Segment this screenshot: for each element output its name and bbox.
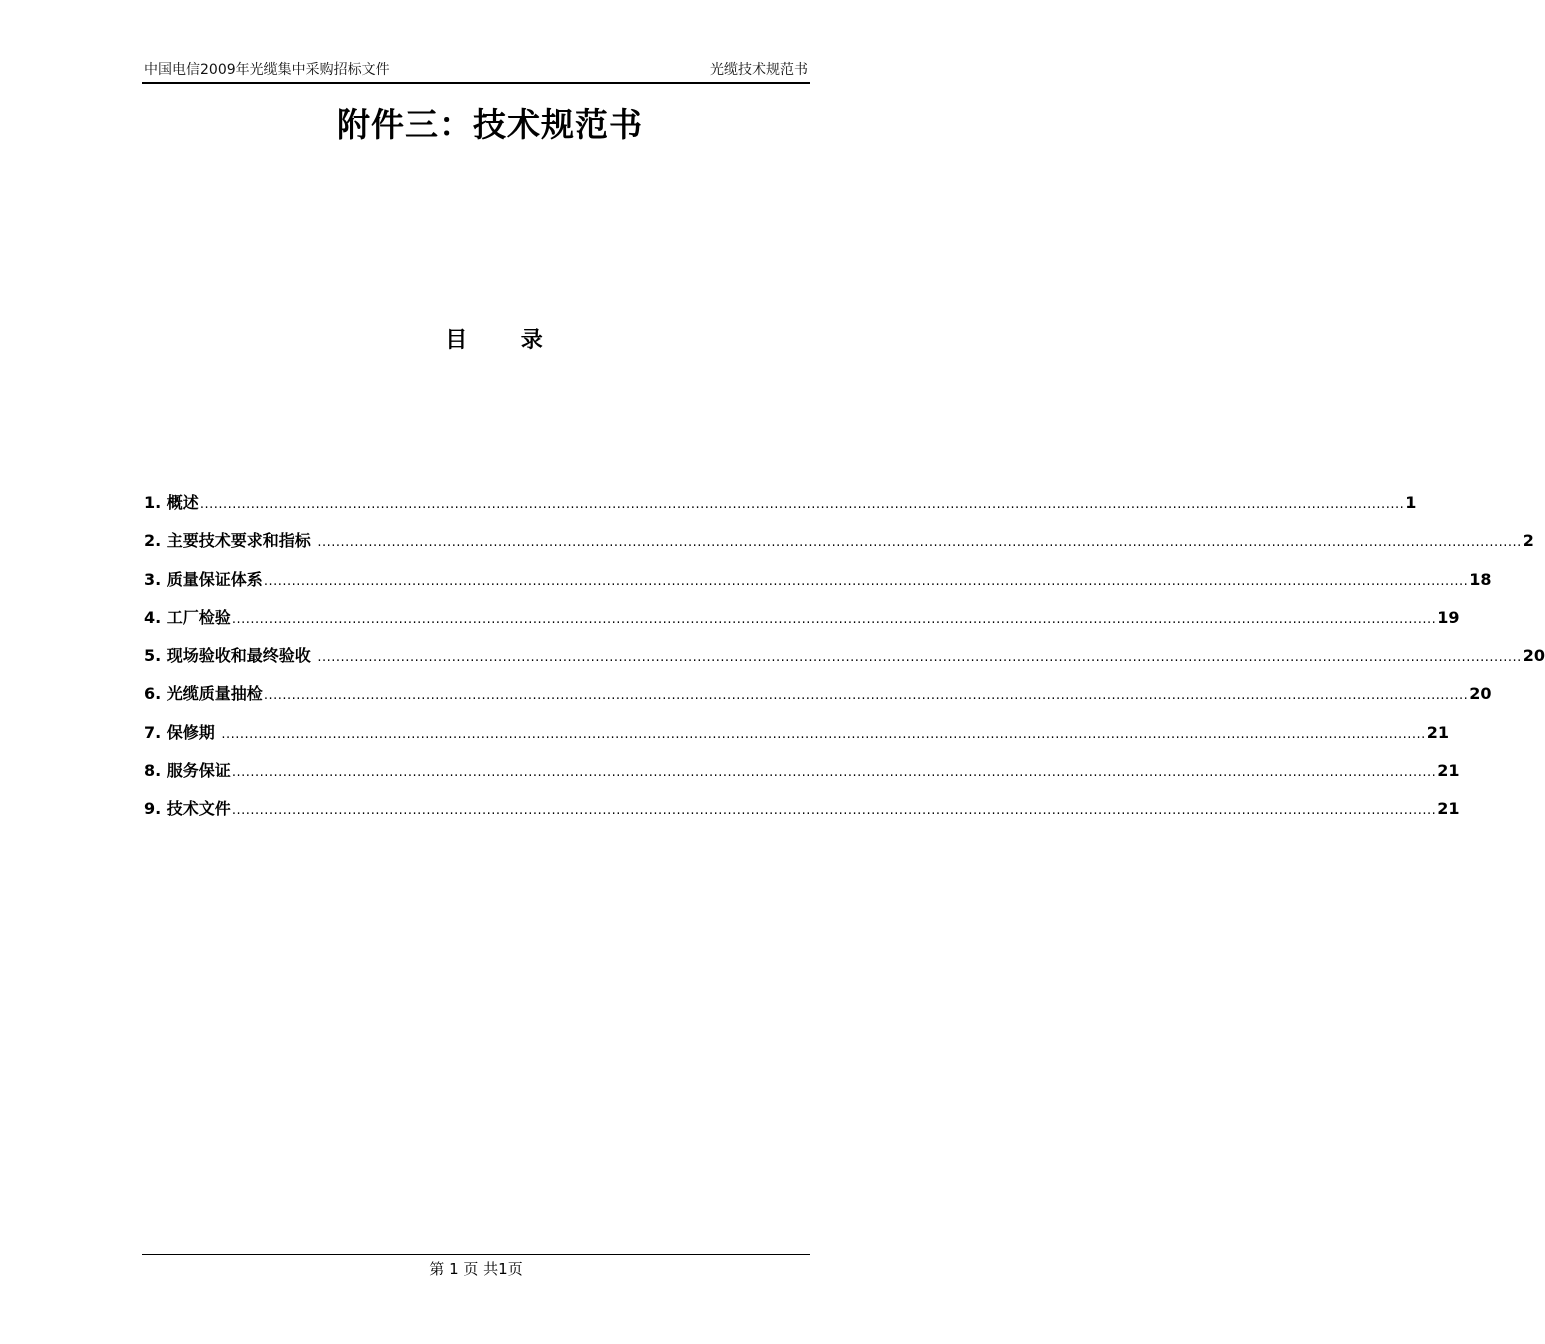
- footer-divider: [142, 1254, 810, 1255]
- page-number-footer: 第 1 页 共1页: [429, 1260, 523, 1278]
- toc-leader-dots: ....................................................................................................................................................................................................................................................................: [317, 650, 1522, 666]
- header-section-name: 光缆技术规范书: [710, 62, 808, 78]
- toc-entry-number: 4.: [144, 607, 162, 627]
- toc-entry-title: 服务保证: [166, 761, 231, 781]
- header-document-name: 中国电信2009年光缆集中采购招标文件: [144, 62, 390, 78]
- toc-entry-number: 2.: [144, 531, 162, 551]
- toc-entry-page: 20: [1522, 646, 1545, 666]
- toc-entry-title: 质量保证体系: [166, 569, 263, 589]
- toc-entry-page: 1: [1405, 493, 1417, 512]
- toc-entry-number: 5.: [144, 646, 162, 666]
- toc-leader-dots: ....................................................................................................................................................................................................................................................................: [199, 497, 1405, 512]
- toc-entry[interactable]: [144, 681, 1492, 719]
- table-of-contents: [144, 490, 1545, 835]
- toc-entry-page: 19: [1437, 607, 1460, 627]
- toc-entry[interactable]: [144, 528, 1534, 566]
- toc-entry-title: 概述: [166, 493, 199, 512]
- toc-entry-page: 20: [1469, 684, 1492, 704]
- toc-entry-page: 21: [1437, 799, 1460, 819]
- toc-entry-page: 2: [1522, 531, 1534, 551]
- document-title: 附件三：技术规范书: [337, 105, 643, 144]
- toc-entry-number: 6.: [144, 684, 162, 704]
- toc-entry-number: 9.: [144, 799, 162, 819]
- toc-entry-number: 3.: [144, 569, 162, 589]
- toc-entry[interactable]: [144, 567, 1492, 605]
- toc-entry-title: 光缆质量抽检: [166, 684, 263, 704]
- page-header: [142, 60, 810, 82]
- toc-entry-title: 主要技术要求和指标: [166, 531, 317, 551]
- toc-entry-number: 8.: [144, 761, 162, 781]
- toc-entry-page: 21: [1437, 761, 1460, 781]
- toc-leader-dots: ....................................................................................................................................................................................................................................................................: [263, 573, 1469, 589]
- toc-leader-dots: ....................................................................................................................................................................................................................................................................: [231, 765, 1437, 781]
- toc-leader-dots: ....................................................................................................................................................................................................................................................................: [317, 535, 1522, 551]
- toc-entry[interactable]: [144, 796, 1460, 834]
- toc-entry-number: 7.: [144, 722, 162, 742]
- toc-entry[interactable]: [144, 643, 1545, 681]
- toc-entry-number: 1.: [144, 493, 162, 512]
- toc-leader-dots: ....................................................................................................................................................................................................................................................................: [231, 611, 1437, 627]
- toc-entry-title: 现场验收和最终验收: [166, 646, 317, 666]
- toc-entry-title: 技术文件: [166, 799, 231, 819]
- toc-entry[interactable]: [144, 490, 1417, 528]
- toc-leader-dots: ....................................................................................................................................................................................................................................................................: [221, 726, 1426, 742]
- header-divider: [142, 82, 810, 84]
- toc-entry[interactable]: [144, 720, 1450, 758]
- toc-leader-dots: ....................................................................................................................................................................................................................................................................: [231, 803, 1437, 819]
- toc-leader-dots: ....................................................................................................................................................................................................................................................................: [263, 688, 1469, 704]
- toc-entry[interactable]: [144, 605, 1460, 643]
- toc-entry[interactable]: [144, 758, 1460, 796]
- toc-entry-title: 工厂检验: [166, 607, 231, 627]
- toc-entry-page: 18: [1469, 569, 1492, 589]
- toc-heading: 目 录: [445, 328, 543, 353]
- toc-entry-title: 保修期: [166, 722, 221, 742]
- toc-entry-page: 21: [1426, 722, 1450, 742]
